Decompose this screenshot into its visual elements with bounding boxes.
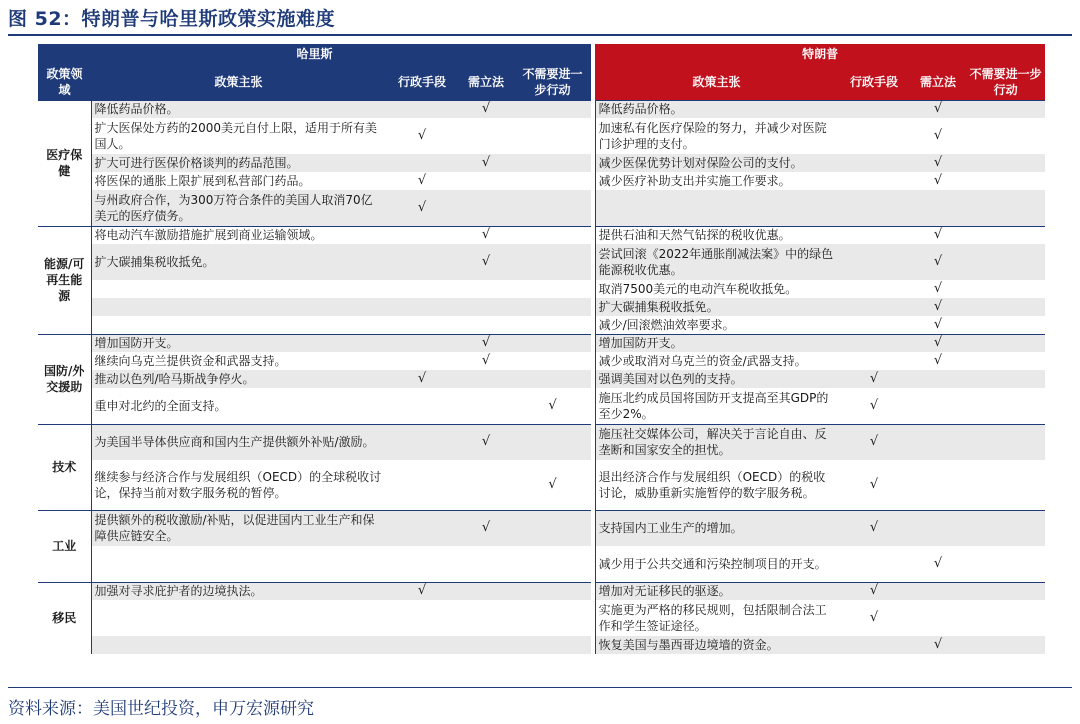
harris-legislation-mark xyxy=(458,460,514,510)
trump-no-action-mark xyxy=(966,334,1045,352)
harris-no-action-mark xyxy=(514,370,591,388)
trump-legislation-mark: √ xyxy=(910,280,966,298)
policy-area-label: 技术 xyxy=(38,424,91,510)
harris-legislation-mark: √ xyxy=(458,244,514,280)
policy-area-label: 医疗保健 xyxy=(38,100,91,226)
trump-legislation-mark: √ xyxy=(910,118,966,154)
harris-admin-header: 行政手段 xyxy=(386,64,458,100)
harris-policy-text: 加强对寻求庇护者的边境执法。 xyxy=(91,582,386,600)
trump-legislation-mark xyxy=(910,424,966,460)
trump-policy-text: 提供石油和天然气钻探的税收优惠。 xyxy=(595,226,838,244)
harris-policy-text xyxy=(91,298,386,316)
trump-legislation-mark xyxy=(910,190,966,226)
harris-no-action-mark xyxy=(514,154,591,172)
harris-admin-mark xyxy=(386,100,458,118)
harris-no-action-mark xyxy=(514,100,591,118)
trump-policy-text xyxy=(595,190,838,226)
trump-admin-mark xyxy=(838,172,910,190)
trump-legislation-mark xyxy=(910,388,966,424)
trump-legislation-mark: √ xyxy=(910,546,966,582)
trump-no-action-mark xyxy=(966,370,1045,388)
trump-policy-text: 扩大碳捕集税收抵免。 xyxy=(595,298,838,316)
table-row xyxy=(38,424,1045,460)
trump-admin-mark xyxy=(838,298,910,316)
trump-no-action-mark xyxy=(966,244,1045,280)
table-row xyxy=(38,370,1045,388)
harris-legislation-mark xyxy=(458,298,514,316)
harris-admin-mark: √ xyxy=(386,582,458,600)
harris-policy-text: 扩大碳捕集税收抵免。 xyxy=(91,244,386,280)
harris-admin-mark xyxy=(386,280,458,298)
trump-policy-text: 支持国内工业生产的增加。 xyxy=(595,510,838,546)
policy-area-label: 工业 xyxy=(38,510,91,582)
harris-admin-mark xyxy=(386,352,458,370)
harris-legislation-mark xyxy=(458,316,514,334)
table-row xyxy=(38,190,1045,226)
harris-legislation-mark xyxy=(458,172,514,190)
harris-legislation-mark: √ xyxy=(458,154,514,172)
harris-admin-mark xyxy=(386,424,458,460)
harris-no-action-mark xyxy=(514,334,591,352)
trump-no-action-mark xyxy=(966,510,1045,546)
table-body xyxy=(38,100,1045,654)
trump-admin-mark: √ xyxy=(838,510,910,546)
trump-legislation-mark: √ xyxy=(910,154,966,172)
harris-legislation-mark: √ xyxy=(458,334,514,352)
harris-legislation-mark xyxy=(458,636,514,654)
trump-legislation-mark: √ xyxy=(910,352,966,370)
policy-comparison-table xyxy=(38,44,1045,654)
trump-header: 特朗普 xyxy=(595,44,1045,64)
harris-policy-text: 提供额外的税收激励/补贴，以促进国内工业生产和保障供应链安全。 xyxy=(91,510,386,546)
harris-admin-mark: √ xyxy=(386,118,458,154)
harris-no-action-mark xyxy=(514,600,591,636)
harris-policy-text: 与州政府合作，为300万符合条件的美国人取消70亿美元的医疗债务。 xyxy=(91,190,386,226)
figure-title: 图 52：特朗普与哈里斯政策实施难度 xyxy=(8,8,336,30)
harris-legislation-mark xyxy=(458,190,514,226)
trump-policy-text: 降低药品价格。 xyxy=(595,100,838,118)
trump-policy-text: 实施更为严格的移民规则，包括限制合法工作和学生签证途径。 xyxy=(595,600,838,636)
harris-no-action-header: 不需要进一步行动 xyxy=(514,64,591,100)
table-row xyxy=(38,244,1045,280)
trump-admin-mark xyxy=(838,352,910,370)
harris-policy-text: 继续向乌克兰提供资金和武器支持。 xyxy=(91,352,386,370)
harris-legislation-mark: √ xyxy=(458,352,514,370)
harris-admin-mark xyxy=(386,316,458,334)
table-row xyxy=(38,582,1045,600)
table-row xyxy=(38,226,1045,244)
trump-legislation-mark xyxy=(910,600,966,636)
trump-admin-header: 行政手段 xyxy=(838,64,910,100)
trump-policy-text: 施压北约成员国将国防开支提高至其GDP的至少2%。 xyxy=(595,388,838,424)
harris-policy-text: 重申对北约的全面支持。 xyxy=(91,388,386,424)
trump-no-action-mark xyxy=(966,388,1045,424)
harris-policy-text: 降低药品价格。 xyxy=(91,100,386,118)
trump-legislation-mark xyxy=(910,370,966,388)
harris-admin-mark xyxy=(386,154,458,172)
harris-policy-text xyxy=(91,636,386,654)
trump-legislation-mark xyxy=(910,460,966,510)
table-row xyxy=(38,352,1045,370)
harris-policy-text: 扩大可进行医保价格谈判的药品范围。 xyxy=(91,154,386,172)
harris-policy-text xyxy=(91,280,386,298)
trump-no-action-mark xyxy=(966,118,1045,154)
trump-policy-text: 加速私有化医疗保险的努力，并减少对医院门诊护理的支付。 xyxy=(595,118,838,154)
trump-admin-mark xyxy=(838,154,910,172)
trump-admin-mark xyxy=(838,334,910,352)
policy-area-label: 能源/可再生能源 xyxy=(38,226,91,334)
trump-no-action-mark xyxy=(966,154,1045,172)
harris-policy-text xyxy=(91,600,386,636)
table-row xyxy=(38,154,1045,172)
trump-policy-text: 减少医保优势计划对保险公司的支付。 xyxy=(595,154,838,172)
harris-policy-text: 将医保的通胀上限扩展到私营部门药品。 xyxy=(91,172,386,190)
harris-admin-mark xyxy=(386,298,458,316)
harris-legislation-mark: √ xyxy=(458,510,514,546)
trump-no-action-header: 不需要进一步行动 xyxy=(966,64,1045,100)
harris-legislation-mark: √ xyxy=(458,424,514,460)
harris-admin-mark xyxy=(386,546,458,582)
trump-admin-mark: √ xyxy=(838,424,910,460)
harris-policy-text: 扩大医保处方药的2000美元自付上限，适用于所有美国人。 xyxy=(91,118,386,154)
table-row xyxy=(38,280,1045,298)
harris-policy-text: 推动以色列/哈马斯战争停火。 xyxy=(91,370,386,388)
trump-admin-mark: √ xyxy=(838,582,910,600)
harris-admin-mark: √ xyxy=(386,370,458,388)
trump-policy-text: 施压社交媒体公司，解决关于言论自由、反垄断和国家安全的担忧。 xyxy=(595,424,838,460)
trump-no-action-mark xyxy=(966,352,1045,370)
table-row xyxy=(38,600,1045,636)
harris-admin-mark xyxy=(386,600,458,636)
harris-no-action-mark xyxy=(514,172,591,190)
harris-no-action-mark xyxy=(514,244,591,280)
harris-legislation-mark xyxy=(458,600,514,636)
table-row xyxy=(38,316,1045,334)
trump-policy-text: 减少医疗补助支出并实施工作要求。 xyxy=(595,172,838,190)
harris-policy-text xyxy=(91,546,386,582)
trump-policy-header: 政策主张 xyxy=(595,64,838,100)
harris-no-action-mark xyxy=(514,636,591,654)
table-row xyxy=(38,100,1045,118)
harris-policy-header: 政策主张 xyxy=(91,64,386,100)
table-row xyxy=(38,298,1045,316)
harris-no-action-mark xyxy=(514,546,591,582)
harris-admin-mark xyxy=(386,334,458,352)
trump-no-action-mark xyxy=(966,172,1045,190)
trump-legislation-mark: √ xyxy=(910,298,966,316)
table-row xyxy=(38,118,1045,154)
table-row xyxy=(38,172,1045,190)
trump-policy-text: 取消7500美元的电动汽车税收抵免。 xyxy=(595,280,838,298)
harris-no-action-mark: √ xyxy=(514,388,591,424)
trump-legislation-mark xyxy=(910,582,966,600)
trump-admin-mark xyxy=(838,636,910,654)
trump-admin-mark xyxy=(838,100,910,118)
trump-admin-mark: √ xyxy=(838,460,910,510)
trump-admin-mark xyxy=(838,546,910,582)
trump-legislation-mark: √ xyxy=(910,636,966,654)
harris-admin-mark: √ xyxy=(386,190,458,226)
trump-admin-mark xyxy=(838,280,910,298)
trump-legislation-mark: √ xyxy=(910,316,966,334)
table-row xyxy=(38,460,1045,510)
harris-legislation-mark xyxy=(458,370,514,388)
trump-no-action-mark xyxy=(966,424,1045,460)
harris-admin-mark xyxy=(386,226,458,244)
source-note: 资料来源：美国世纪投资，申万宏源研究 xyxy=(8,699,314,719)
harris-admin-mark xyxy=(386,244,458,280)
trump-admin-mark xyxy=(838,316,910,334)
harris-legislation-mark xyxy=(458,582,514,600)
trump-legislation-mark: √ xyxy=(910,172,966,190)
trump-legislation-mark: √ xyxy=(910,226,966,244)
trump-no-action-mark xyxy=(966,100,1045,118)
table-row xyxy=(38,334,1045,352)
harris-legislation-mark: √ xyxy=(458,226,514,244)
trump-policy-text: 尝试回滚《2022年通胀削减法案》中的绿色能源税收优惠。 xyxy=(595,244,838,280)
harris-no-action-mark xyxy=(514,316,591,334)
harris-no-action-mark xyxy=(514,352,591,370)
source-rule xyxy=(8,687,1072,688)
policy-area-label: 国防/外交援助 xyxy=(38,334,91,424)
harris-no-action-mark xyxy=(514,424,591,460)
title-rule xyxy=(8,34,1072,36)
harris-policy-text xyxy=(91,316,386,334)
harris-no-action-mark xyxy=(514,280,591,298)
harris-header: 哈里斯 xyxy=(38,44,591,64)
policy-area-label: 移民 xyxy=(38,582,91,654)
trump-admin-mark: √ xyxy=(838,388,910,424)
harris-admin-mark xyxy=(386,460,458,510)
trump-legislation-mark: √ xyxy=(910,100,966,118)
harris-no-action-mark xyxy=(514,298,591,316)
trump-admin-mark xyxy=(838,118,910,154)
trump-no-action-mark xyxy=(966,582,1045,600)
trump-admin-mark: √ xyxy=(838,600,910,636)
trump-policy-text: 减少用于公共交通和污染控制项目的开支。 xyxy=(595,546,838,582)
trump-admin-mark: √ xyxy=(838,370,910,388)
harris-legislation-mark xyxy=(458,118,514,154)
harris-policy-text: 继续参与经济合作与发展组织（OECD）的全球税收讨论，保持当前对数字服务税的暂停。 xyxy=(91,460,386,510)
table-row xyxy=(38,546,1045,582)
trump-policy-text: 强调美国对以色列的支持。 xyxy=(595,370,838,388)
harris-legislation-mark: √ xyxy=(458,100,514,118)
trump-policy-text: 退出经济合作与发展组织（OECD）的税收讨论，威胁重新实施暂停的数字服务税。 xyxy=(595,460,838,510)
harris-policy-text: 将电动汽车激励措施扩展到商业运输领域。 xyxy=(91,226,386,244)
harris-admin-mark xyxy=(386,636,458,654)
harris-no-action-mark xyxy=(514,118,591,154)
table-row xyxy=(38,636,1045,654)
table-row xyxy=(38,510,1045,546)
trump-legislation-header: 需立法 xyxy=(910,64,966,100)
trump-admin-mark xyxy=(838,190,910,226)
table-row xyxy=(38,388,1045,424)
trump-policy-text: 减少或取消对乌克兰的资金/武器支持。 xyxy=(595,352,838,370)
trump-policy-text: 增加国防开支。 xyxy=(595,334,838,352)
harris-legislation-mark xyxy=(458,546,514,582)
trump-policy-text: 减少/回滚燃油效率要求。 xyxy=(595,316,838,334)
trump-admin-mark xyxy=(838,244,910,280)
trump-policy-text: 恢复美国与墨西哥边境墙的资金。 xyxy=(595,636,838,654)
area-header: 政策领域 xyxy=(38,64,91,100)
trump-no-action-mark xyxy=(966,316,1045,334)
harris-no-action-mark xyxy=(514,226,591,244)
harris-admin-mark xyxy=(386,388,458,424)
trump-legislation-mark: √ xyxy=(910,334,966,352)
harris-policy-text: 为美国半导体供应商和国内生产提供额外补贴/激励。 xyxy=(91,424,386,460)
harris-no-action-mark xyxy=(514,582,591,600)
harris-legislation-mark xyxy=(458,388,514,424)
harris-legislation-mark xyxy=(458,280,514,298)
harris-policy-text: 增加国防开支。 xyxy=(91,334,386,352)
harris-legislation-header: 需立法 xyxy=(458,64,514,100)
trump-no-action-mark xyxy=(966,600,1045,636)
trump-no-action-mark xyxy=(966,190,1045,226)
harris-admin-mark: √ xyxy=(386,172,458,190)
trump-no-action-mark xyxy=(966,298,1045,316)
trump-policy-text: 增加对无证移民的驱逐。 xyxy=(595,582,838,600)
trump-legislation-mark xyxy=(910,510,966,546)
harris-no-action-mark xyxy=(514,510,591,546)
trump-no-action-mark xyxy=(966,280,1045,298)
trump-no-action-mark xyxy=(966,546,1045,582)
trump-no-action-mark xyxy=(966,460,1045,510)
harris-no-action-mark xyxy=(514,190,591,226)
trump-no-action-mark xyxy=(966,636,1045,654)
trump-legislation-mark: √ xyxy=(910,244,966,280)
trump-no-action-mark xyxy=(966,226,1045,244)
harris-no-action-mark: √ xyxy=(514,460,591,510)
harris-admin-mark xyxy=(386,510,458,546)
trump-admin-mark xyxy=(838,226,910,244)
